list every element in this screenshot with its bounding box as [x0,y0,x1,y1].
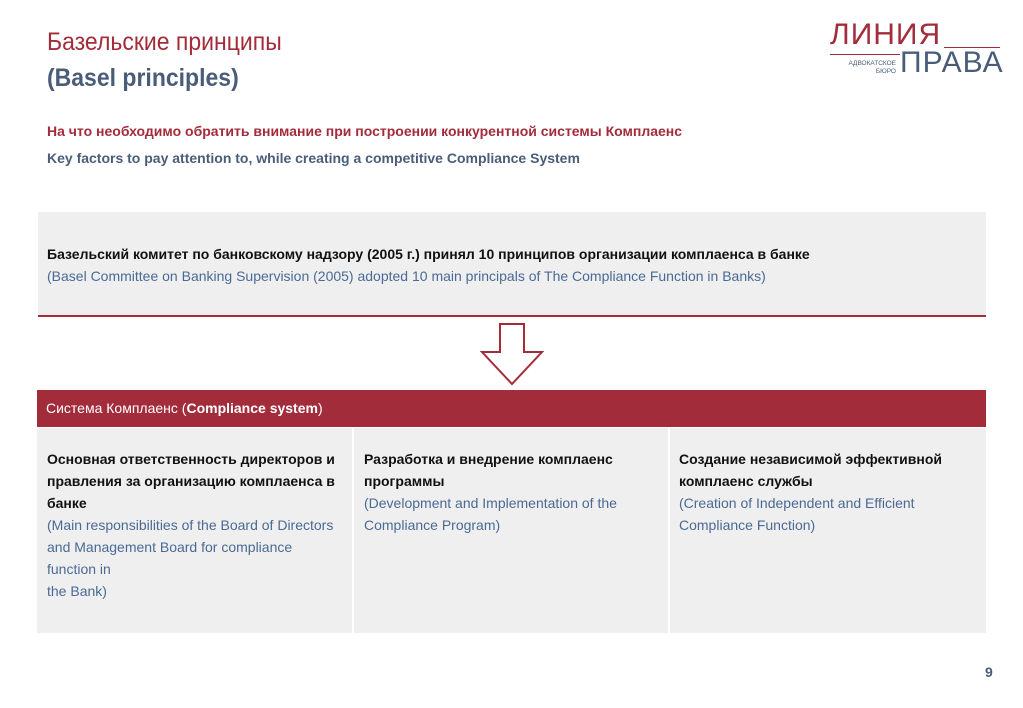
column-compliance-function [670,428,986,633]
compliance-system-label: Система Комплаенс (Compliance system) [46,400,323,416]
column-title-russian: Создание независимой эффективной комплаенс службы [679,451,942,489]
logo-word-liniya: ЛИНИЯ [830,18,942,51]
column-title-english: (Development and Implementation of the Compliance Program) [364,495,617,533]
column-title-russian: Основная ответственность директоров и правления за организацию комплаенса в банке [47,451,335,511]
logo-rule-lower [830,54,900,55]
logo-word-prava: ПРАВА [900,46,1004,79]
principles-columns [37,428,986,633]
page-title-english: (Basel principles) [47,64,239,92]
subtitle-russian: На что необходимо обратить внимание при построении конкурентной системы Комплаенс [47,123,683,139]
subtitle-english: Key factors to pay attention to, while creating a competitive Compliance System [47,150,580,166]
logo-caption-2: БЮРО [875,68,896,75]
committee-panel [38,212,986,317]
column-compliance-program [354,428,668,633]
page-number: 9 [985,664,993,680]
column-title-english: (Creation of Independent and Efficient Compliance Function) [679,495,915,533]
compliance-system-header [37,390,986,427]
column-title-english: (Main responsibilities of the Board of Directors and Management Board for compliance function in the Bank) [47,517,334,599]
down-arrow-icon [478,322,546,388]
column-board-responsibility [37,428,352,633]
logo-caption-1: АДВОКАТСКОЕ [848,60,896,67]
company-logo [828,18,1003,80]
committee-text-russian: Базельский комитет по банковскому надзору (2005 г.) принял 10 принципов организации комплаенса в банке [47,246,810,262]
committee-text-english: (Basel Committee on Banking Supervision (2005) adopted 10 main principals of The Compliance Function in Banks) [47,268,766,284]
column-title-russian: Разработка и внедрение комплаенс программы [364,451,613,489]
page-title: Базельские принципы [47,28,282,56]
